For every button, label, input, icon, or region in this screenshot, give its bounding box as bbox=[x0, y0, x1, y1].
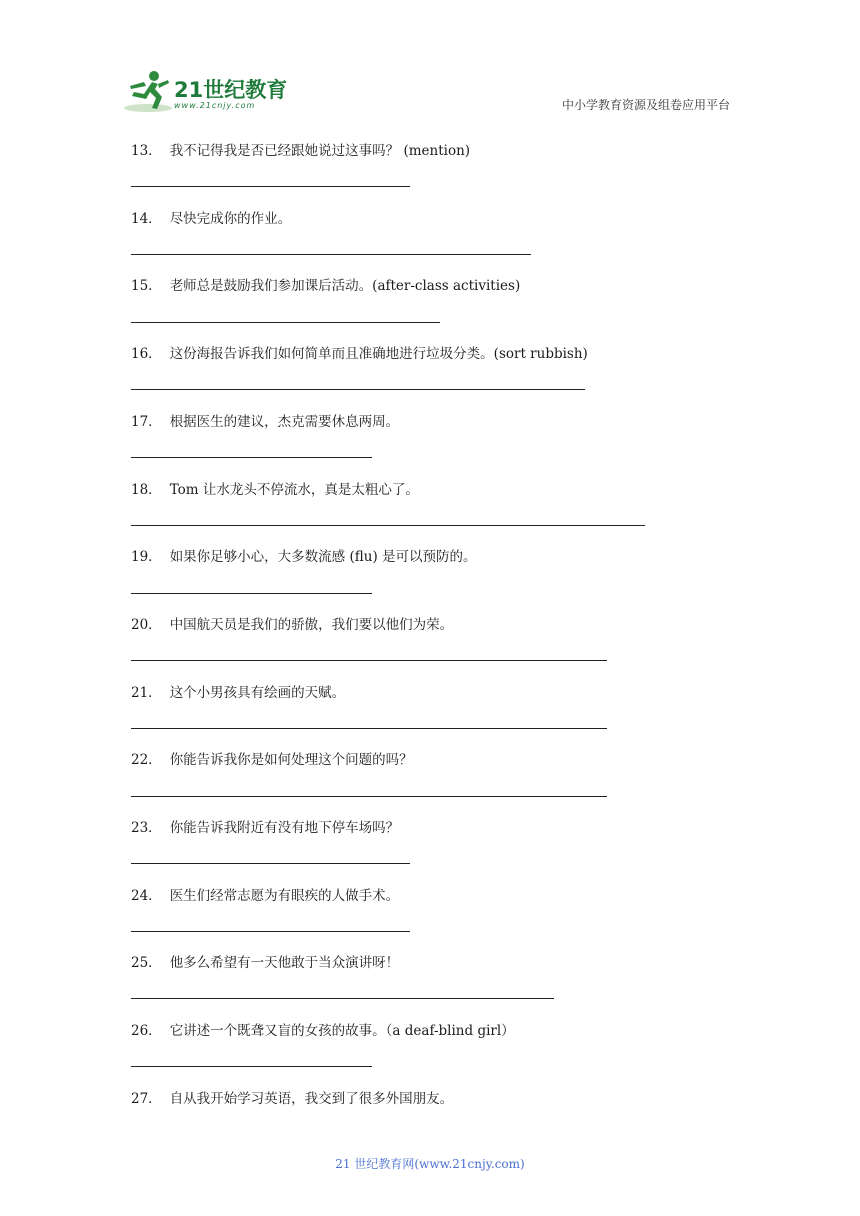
question-number: 14． bbox=[131, 211, 162, 227]
page-header bbox=[0, 0, 860, 130]
question-text: 医生们经常志愿为有眼疾的人做手术。 bbox=[169, 888, 400, 904]
question-15 bbox=[131, 274, 520, 294]
question-text: 这个小男孩具有绘画的天赋。 bbox=[169, 685, 346, 701]
question-number: 16． bbox=[131, 346, 162, 362]
question-text: 中国航天员是我们的骄傲，我们要以他们为荣。 bbox=[169, 617, 454, 633]
runner-logo-icon bbox=[122, 68, 172, 116]
logo-text: 21世纪教育 bbox=[174, 78, 288, 102]
question-14 bbox=[131, 207, 291, 227]
question-22 bbox=[131, 748, 413, 768]
question-24 bbox=[131, 884, 399, 904]
question-text: 根据医生的建议，杰克需要休息两周。 bbox=[169, 414, 400, 430]
question-21 bbox=[131, 681, 345, 701]
answer-line-21[interactable] bbox=[131, 728, 607, 729]
question-25 bbox=[131, 951, 399, 971]
question-27 bbox=[131, 1087, 453, 1107]
answer-line-18[interactable] bbox=[131, 525, 645, 526]
question-number: 17． bbox=[131, 414, 162, 430]
question-number: 21． bbox=[131, 685, 162, 701]
question-text: 你能告诉我附近有没有地下停车场吗？ bbox=[169, 820, 400, 836]
question-13 bbox=[131, 139, 470, 159]
question-number: 18． bbox=[131, 482, 162, 498]
question-26 bbox=[131, 1019, 515, 1039]
site-logo[interactable] bbox=[122, 68, 292, 116]
question-number: 13． bbox=[131, 143, 162, 159]
answer-line-17[interactable] bbox=[131, 457, 372, 458]
platform-title: 中小学教育资源及组卷应用平台 bbox=[561, 98, 730, 112]
logo-url: www.21cnjy.com bbox=[174, 101, 256, 110]
answer-line-25[interactable] bbox=[131, 998, 554, 999]
question-23 bbox=[131, 816, 399, 836]
question-20 bbox=[131, 613, 453, 633]
answer-line-26[interactable] bbox=[131, 1066, 372, 1067]
question-text: 自从我开始学习英语，我交到了很多外国朋友。 bbox=[169, 1091, 454, 1107]
question-text: 这份海报告诉我们如何简单而且准确地进行垃圾分类。(sort rubbish) bbox=[169, 346, 588, 362]
question-number: 25． bbox=[131, 955, 162, 971]
question-19 bbox=[131, 545, 477, 565]
question-number: 26． bbox=[131, 1023, 162, 1039]
question-text: 它讲述一个既聋又盲的女孩的故事。（a deaf-blind girl） bbox=[169, 1023, 515, 1039]
answer-line-23[interactable] bbox=[131, 863, 410, 864]
answer-line-20[interactable] bbox=[131, 660, 607, 661]
answer-line-15[interactable] bbox=[131, 322, 440, 323]
question-number: 24． bbox=[131, 888, 162, 904]
question-number: 19． bbox=[131, 549, 162, 565]
question-text: 我不记得我是否已经跟她说过这事吗？ (mention) bbox=[169, 143, 471, 159]
answer-line-22[interactable] bbox=[131, 796, 607, 797]
question-number: 20． bbox=[131, 617, 162, 633]
question-text: 如果你足够小心，大多数流感 (flu) 是可以预防的。 bbox=[169, 549, 477, 565]
question-17 bbox=[131, 410, 399, 430]
question-number: 15． bbox=[131, 278, 162, 294]
question-number: 22． bbox=[131, 752, 162, 768]
question-text: 老师总是鼓励我们参加课后活动。(after-class activities) bbox=[169, 278, 521, 294]
question-16 bbox=[131, 342, 588, 362]
question-text: 尽快完成你的作业。 bbox=[169, 211, 292, 227]
page-footer[interactable]: 21 世纪教育网(www.21cnjy.com) bbox=[335, 1157, 525, 1171]
answer-line-14[interactable] bbox=[131, 254, 531, 255]
answer-line-24[interactable] bbox=[131, 931, 410, 932]
question-18 bbox=[131, 478, 419, 498]
question-text: 你能告诉我你是如何处理这个问题的吗？ bbox=[169, 752, 413, 768]
question-number: 23． bbox=[131, 820, 162, 836]
answer-line-13[interactable] bbox=[131, 186, 410, 187]
question-text: 他多么希望有一天他敢于当众演讲呀！ bbox=[169, 955, 400, 971]
answer-line-16[interactable] bbox=[131, 389, 585, 390]
question-number: 27． bbox=[131, 1091, 162, 1107]
answer-line-19[interactable] bbox=[131, 593, 372, 594]
question-text: Tom 让水龙头不停流水，真是太粗心了。 bbox=[169, 482, 419, 498]
